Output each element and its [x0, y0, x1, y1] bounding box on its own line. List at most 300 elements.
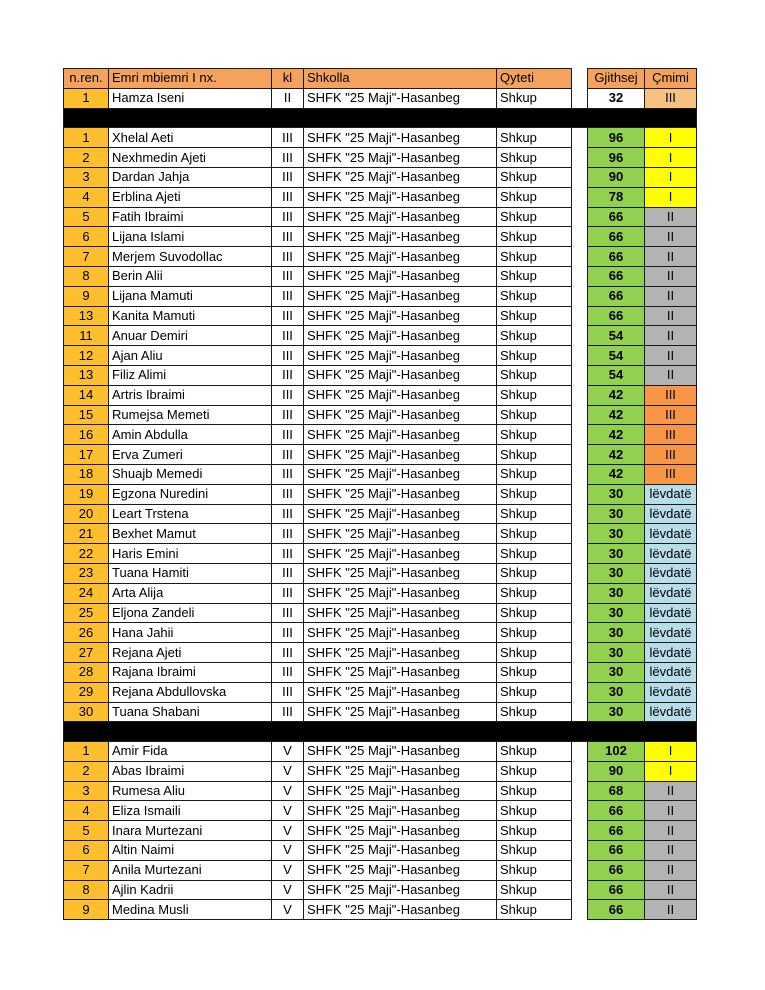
cell-city: Shkup [497, 346, 572, 366]
cell-city: Shkup [497, 286, 572, 306]
cell-school: SHFK "25 Maji"-Hasanbeg [304, 841, 497, 861]
table-row [64, 464, 697, 484]
cell-city: Shkup [497, 405, 572, 425]
cell-grade: II [645, 860, 697, 880]
cell-city: Shkup [497, 821, 572, 841]
cell-school: SHFK "25 Maji"-Hasanbeg [304, 742, 497, 762]
cell-name: Rumejsa Memeti [109, 405, 272, 425]
table-row [64, 623, 697, 643]
group-separator [64, 108, 697, 128]
header-nr: n.ren. [64, 69, 109, 89]
cell-total: 90 [588, 761, 645, 781]
cell-grade: II [645, 247, 697, 267]
cell-school: SHFK "25 Maji"-Hasanbeg [304, 346, 497, 366]
cell-name: Merjem Suvodollac [109, 247, 272, 267]
cell-school: SHFK "25 Maji"-Hasanbeg [304, 425, 497, 445]
table-row [64, 148, 697, 168]
cell-grade: lëvdatë [645, 524, 697, 544]
cell-grade: II [645, 841, 697, 861]
cell-gap [572, 266, 588, 286]
cell-gap [572, 326, 588, 346]
table-row [64, 583, 697, 603]
cell-grade: II [645, 346, 697, 366]
cell-nr: 18 [64, 464, 109, 484]
cell-school: SHFK "25 Maji"-Hasanbeg [304, 801, 497, 821]
cell-total: 66 [588, 266, 645, 286]
cell-kl: V [272, 761, 304, 781]
cell-gap [572, 603, 588, 623]
cell-city: Shkup [497, 425, 572, 445]
cell-city: Shkup [497, 306, 572, 326]
cell-kl: III [272, 128, 304, 148]
cell-name: Leart Trstena [109, 504, 272, 524]
cell-total: 54 [588, 365, 645, 385]
cell-city: Shkup [497, 247, 572, 267]
cell-kl: III [272, 623, 304, 643]
table-row [64, 365, 697, 385]
cell-nr: 4 [64, 801, 109, 821]
cell-grade: II [645, 880, 697, 900]
cell-nr: 9 [64, 286, 109, 306]
cell-school: SHFK "25 Maji"-Hasanbeg [304, 603, 497, 623]
cell-gap [572, 524, 588, 544]
cell-total: 66 [588, 821, 645, 841]
cell-kl: III [272, 167, 304, 187]
table-row [64, 167, 697, 187]
cell-gap [572, 405, 588, 425]
cell-gap [572, 841, 588, 861]
cell-total: 42 [588, 385, 645, 405]
table-row [64, 643, 697, 663]
cell-city: Shkup [497, 544, 572, 564]
cell-gap [572, 306, 588, 326]
cell-grade: lëvdatë [645, 603, 697, 623]
cell-school: SHFK "25 Maji"-Hasanbeg [304, 563, 497, 583]
cell-gap [572, 682, 588, 702]
cell-school: SHFK "25 Maji"-Hasanbeg [304, 781, 497, 801]
cell-nr: 25 [64, 603, 109, 623]
cell-name: Fatih Ibraimi [109, 207, 272, 227]
cell-kl: III [272, 365, 304, 385]
cell-city: Shkup [497, 623, 572, 643]
cell-city: Shkup [497, 702, 572, 722]
cell-city: Shkup [497, 445, 572, 465]
cell-grade: III [645, 405, 697, 425]
cell-gap [572, 385, 588, 405]
cell-city: Shkup [497, 643, 572, 663]
cell-name: Ajlin Kadrii [109, 880, 272, 900]
table-row [64, 207, 697, 227]
cell-nr: 5 [64, 207, 109, 227]
cell-school: SHFK "25 Maji"-Hasanbeg [304, 662, 497, 682]
table-row [64, 128, 697, 148]
cell-name: Kanita Mamuti [109, 306, 272, 326]
cell-kl: V [272, 880, 304, 900]
cell-total: 66 [588, 801, 645, 821]
cell-city: Shkup [497, 900, 572, 920]
cell-nr: 29 [64, 682, 109, 702]
cell-kl: III [272, 524, 304, 544]
cell-grade: III [645, 88, 697, 108]
table-row [64, 405, 697, 425]
cell-total: 66 [588, 900, 645, 920]
cell-name: Erblina Ajeti [109, 187, 272, 207]
cell-school: SHFK "25 Maji"-Hasanbeg [304, 227, 497, 247]
table-row [64, 880, 697, 900]
cell-school: SHFK "25 Maji"-Hasanbeg [304, 900, 497, 920]
cell-gap [572, 247, 588, 267]
cell-name: Rejana Abdullovska [109, 682, 272, 702]
table-row [64, 761, 697, 781]
cell-name: Lijana Mamuti [109, 286, 272, 306]
cell-gap [572, 643, 588, 663]
cell-name: Abas Ibraimi [109, 761, 272, 781]
header-grade: Çmimi [645, 69, 697, 89]
cell-city: Shkup [497, 266, 572, 286]
cell-nr: 17 [64, 445, 109, 465]
cell-nr: 8 [64, 266, 109, 286]
cell-total: 30 [588, 544, 645, 564]
cell-gap [572, 860, 588, 880]
cell-school: SHFK "25 Maji"-Hasanbeg [304, 286, 497, 306]
cell-name: Hana Jahii [109, 623, 272, 643]
cell-total: 42 [588, 425, 645, 445]
cell-kl: III [272, 682, 304, 702]
cell-grade: lëvdatë [645, 484, 697, 504]
cell-gap [572, 207, 588, 227]
cell-nr: 14 [64, 385, 109, 405]
cell-gap [572, 504, 588, 524]
cell-gap [572, 425, 588, 445]
cell-name: Haris Emini [109, 544, 272, 564]
cell-grade: lëvdatë [645, 504, 697, 524]
cell-city: Shkup [497, 563, 572, 583]
cell-total: 30 [588, 662, 645, 682]
cell-kl: III [272, 385, 304, 405]
cell-gap [572, 286, 588, 306]
cell-gap [572, 227, 588, 247]
cell-kl: III [272, 247, 304, 267]
cell-city: Shkup [497, 504, 572, 524]
cell-gap [572, 702, 588, 722]
table-row [64, 247, 697, 267]
cell-school: SHFK "25 Maji"-Hasanbeg [304, 761, 497, 781]
cell-total: 30 [588, 643, 645, 663]
table-row [64, 385, 697, 405]
cell-grade: II [645, 365, 697, 385]
cell-kl: III [272, 148, 304, 168]
cell-total: 66 [588, 306, 645, 326]
cell-kl: V [272, 742, 304, 762]
cell-kl: III [272, 326, 304, 346]
results-table-body [64, 69, 697, 920]
cell-kl: V [272, 841, 304, 861]
cell-gap [572, 563, 588, 583]
cell-kl: III [272, 504, 304, 524]
cell-kl: V [272, 860, 304, 880]
table-row [64, 286, 697, 306]
cell-school: SHFK "25 Maji"-Hasanbeg [304, 464, 497, 484]
header-school: Shkolla [304, 69, 497, 89]
table-row [64, 266, 697, 286]
cell-total: 96 [588, 128, 645, 148]
cell-school: SHFK "25 Maji"-Hasanbeg [304, 187, 497, 207]
cell-school: SHFK "25 Maji"-Hasanbeg [304, 643, 497, 663]
cell-city: Shkup [497, 801, 572, 821]
cell-nr: 20 [64, 504, 109, 524]
cell-school: SHFK "25 Maji"-Hasanbeg [304, 682, 497, 702]
cell-school: SHFK "25 Maji"-Hasanbeg [304, 88, 497, 108]
cell-kl: V [272, 900, 304, 920]
cell-gap [572, 761, 588, 781]
cell-school: SHFK "25 Maji"-Hasanbeg [304, 860, 497, 880]
table-row [64, 227, 697, 247]
cell-name: Amin Abdulla [109, 425, 272, 445]
cell-nr: 4 [64, 187, 109, 207]
cell-grade: II [645, 286, 697, 306]
group-separator [64, 722, 697, 742]
cell-total: 30 [588, 484, 645, 504]
cell-gap [572, 365, 588, 385]
cell-grade: lëvdatë [645, 563, 697, 583]
cell-grade: II [645, 900, 697, 920]
cell-name: Altin Naimi [109, 841, 272, 861]
cell-kl: III [272, 187, 304, 207]
table-row [64, 326, 697, 346]
cell-grade: I [645, 187, 697, 207]
cell-name: Tuana Shabani [109, 702, 272, 722]
table-row [64, 682, 697, 702]
cell-total: 90 [588, 167, 645, 187]
cell-grade: I [645, 742, 697, 762]
cell-grade: III [645, 425, 697, 445]
cell-nr: 24 [64, 583, 109, 603]
cell-name: Hamza Iseni [109, 88, 272, 108]
cell-kl: III [272, 306, 304, 326]
cell-grade: I [645, 167, 697, 187]
cell-kl: III [272, 643, 304, 663]
cell-kl: III [272, 445, 304, 465]
cell-total: 66 [588, 880, 645, 900]
cell-kl: III [272, 544, 304, 564]
cell-city: Shkup [497, 781, 572, 801]
cell-nr: 1 [64, 88, 109, 108]
table-row [64, 603, 697, 623]
cell-gap [572, 187, 588, 207]
cell-name: Arta Alija [109, 583, 272, 603]
cell-kl: III [272, 346, 304, 366]
table-row [64, 524, 697, 544]
cell-gap [572, 88, 588, 108]
cell-name: Medina Musli [109, 900, 272, 920]
cell-nr: 9 [64, 900, 109, 920]
cell-total: 30 [588, 504, 645, 524]
cell-city: Shkup [497, 148, 572, 168]
cell-nr: 27 [64, 643, 109, 663]
cell-nr: 8 [64, 880, 109, 900]
cell-gap [572, 623, 588, 643]
cell-name: Rejana Ajeti [109, 643, 272, 663]
header-name: Emri mbiemri I nx. [109, 69, 272, 89]
cell-kl: III [272, 702, 304, 722]
cell-school: SHFK "25 Maji"-Hasanbeg [304, 405, 497, 425]
cell-kl: III [272, 425, 304, 445]
cell-total: 32 [588, 88, 645, 108]
cell-city: Shkup [497, 326, 572, 346]
table-row [64, 662, 697, 682]
cell-city: Shkup [497, 227, 572, 247]
cell-nr: 13 [64, 365, 109, 385]
cell-name: Eliza Ismaili [109, 801, 272, 821]
cell-total: 54 [588, 326, 645, 346]
cell-grade: lëvdatë [645, 702, 697, 722]
cell-name: Bexhet Mamut [109, 524, 272, 544]
cell-kl: III [272, 484, 304, 504]
cell-kl: III [272, 405, 304, 425]
cell-nr: 6 [64, 227, 109, 247]
cell-school: SHFK "25 Maji"-Hasanbeg [304, 821, 497, 841]
cell-city: Shkup [497, 365, 572, 385]
cell-nr: 3 [64, 781, 109, 801]
cell-gap [572, 801, 588, 821]
cell-school: SHFK "25 Maji"-Hasanbeg [304, 167, 497, 187]
cell-name: Berin Alii [109, 266, 272, 286]
cell-nr: 1 [64, 742, 109, 762]
cell-nr: 6 [64, 841, 109, 861]
cell-name: Tuana Hamiti [109, 563, 272, 583]
cell-gap [572, 148, 588, 168]
table-row [64, 781, 697, 801]
table-row [64, 504, 697, 524]
table-row [64, 306, 697, 326]
cell-nr: 19 [64, 484, 109, 504]
header-total: Gjithsej [588, 69, 645, 89]
cell-total: 68 [588, 781, 645, 801]
cell-nr: 22 [64, 544, 109, 564]
table-row [64, 742, 697, 762]
cell-grade: III [645, 385, 697, 405]
cell-kl: III [272, 563, 304, 583]
cell-gap [572, 464, 588, 484]
cell-kl: III [272, 662, 304, 682]
cell-total: 66 [588, 227, 645, 247]
cell-name: Eljona Zandeli [109, 603, 272, 623]
table-row [64, 445, 697, 465]
cell-total: 30 [588, 623, 645, 643]
cell-name: Nexhmedin Ajeti [109, 148, 272, 168]
cell-name: Ajan Aliu [109, 346, 272, 366]
cell-kl: III [272, 464, 304, 484]
table-row [64, 425, 697, 445]
cell-total: 66 [588, 286, 645, 306]
cell-school: SHFK "25 Maji"-Hasanbeg [304, 445, 497, 465]
cell-total: 30 [588, 583, 645, 603]
cell-gap [572, 346, 588, 366]
cell-kl: III [272, 286, 304, 306]
table-row [64, 821, 697, 841]
cell-name: Lijana Islami [109, 227, 272, 247]
table-row [64, 702, 697, 722]
cell-school: SHFK "25 Maji"-Hasanbeg [304, 128, 497, 148]
separator-bar [64, 108, 697, 128]
cell-kl: III [272, 207, 304, 227]
cell-school: SHFK "25 Maji"-Hasanbeg [304, 484, 497, 504]
cell-kl: III [272, 583, 304, 603]
cell-school: SHFK "25 Maji"-Hasanbeg [304, 702, 497, 722]
cell-grade: II [645, 326, 697, 346]
cell-school: SHFK "25 Maji"-Hasanbeg [304, 524, 497, 544]
cell-gap [572, 781, 588, 801]
table-row [64, 860, 697, 880]
cell-city: Shkup [497, 128, 572, 148]
cell-kl: III [272, 266, 304, 286]
cell-nr: 7 [64, 247, 109, 267]
cell-nr: 1 [64, 128, 109, 148]
cell-nr: 11 [64, 326, 109, 346]
results-table [63, 68, 697, 920]
cell-city: Shkup [497, 603, 572, 623]
header-city: Qyteti [497, 69, 572, 89]
cell-school: SHFK "25 Maji"-Hasanbeg [304, 544, 497, 564]
cell-city: Shkup [497, 484, 572, 504]
cell-grade: II [645, 306, 697, 326]
cell-grade: III [645, 445, 697, 465]
cell-name: Rajana Ibraimi [109, 662, 272, 682]
cell-name: Anuar Demiri [109, 326, 272, 346]
cell-gap [572, 128, 588, 148]
cell-name: Amir Fida [109, 742, 272, 762]
cell-total: 78 [588, 187, 645, 207]
cell-nr: 12 [64, 346, 109, 366]
cell-nr: 28 [64, 662, 109, 682]
cell-total: 42 [588, 464, 645, 484]
cell-total: 30 [588, 702, 645, 722]
cell-city: Shkup [497, 88, 572, 108]
cell-school: SHFK "25 Maji"-Hasanbeg [304, 148, 497, 168]
cell-grade: II [645, 227, 697, 247]
cell-total: 30 [588, 603, 645, 623]
cell-city: Shkup [497, 464, 572, 484]
cell-name: Egzona Nuredini [109, 484, 272, 504]
cell-city: Shkup [497, 385, 572, 405]
cell-city: Shkup [497, 860, 572, 880]
cell-nr: 23 [64, 563, 109, 583]
cell-total: 66 [588, 207, 645, 227]
cell-school: SHFK "25 Maji"-Hasanbeg [304, 306, 497, 326]
cell-grade: lëvdatë [645, 623, 697, 643]
cell-nr: 13 [64, 306, 109, 326]
cell-grade: II [645, 207, 697, 227]
cell-gap [572, 167, 588, 187]
cell-name: Xhelal Aeti [109, 128, 272, 148]
cell-school: SHFK "25 Maji"-Hasanbeg [304, 623, 497, 643]
cell-total: 30 [588, 682, 645, 702]
cell-grade: lëvdatë [645, 544, 697, 564]
cell-gap [572, 900, 588, 920]
cell-name: Artris Ibraimi [109, 385, 272, 405]
table-row [64, 484, 697, 504]
cell-city: Shkup [497, 187, 572, 207]
cell-city: Shkup [497, 662, 572, 682]
cell-kl: V [272, 801, 304, 821]
cell-school: SHFK "25 Maji"-Hasanbeg [304, 247, 497, 267]
cell-city: Shkup [497, 207, 572, 227]
cell-nr: 26 [64, 623, 109, 643]
cell-school: SHFK "25 Maji"-Hasanbeg [304, 266, 497, 286]
table-row [64, 563, 697, 583]
cell-grade: lëvdatë [645, 583, 697, 603]
cell-school: SHFK "25 Maji"-Hasanbeg [304, 504, 497, 524]
